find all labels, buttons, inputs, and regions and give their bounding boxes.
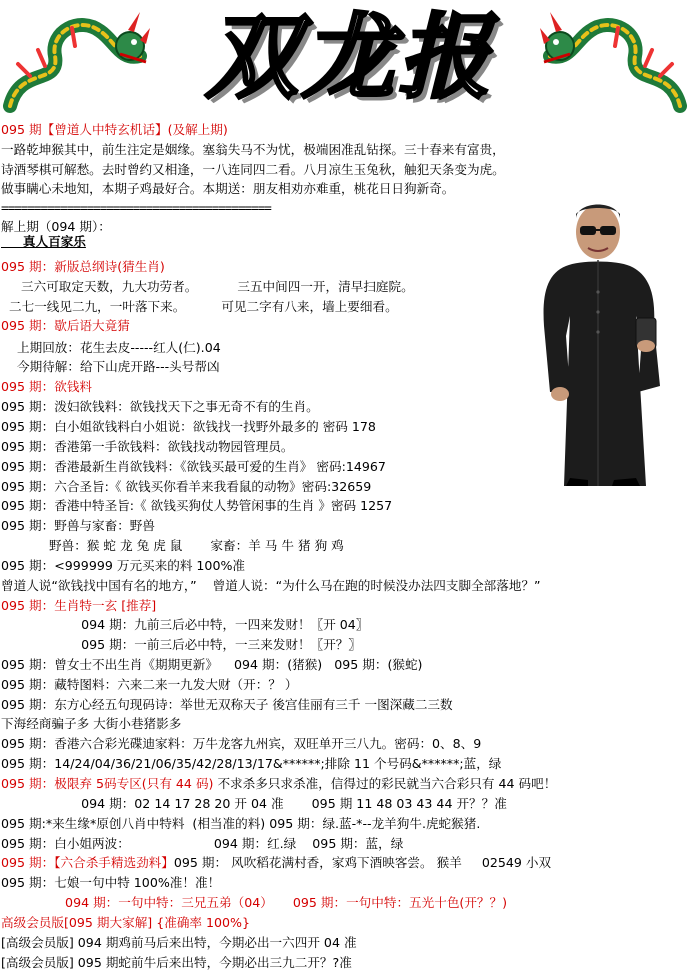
text-line: 094 期：02 14 17 28 20 开 04 准 095 期 11 48 03 43 44 开？？准: [1, 796, 507, 811]
text-line: 一路乾坤猴其中，前生注定是姻缘。塞翁失马不为忧，极端困准乱钻探。三十春来有富贵，: [1, 142, 505, 157]
text-line: 095 期：白小姐欲钱料白小姐说：欲钱找一找野外最多的 密码 178: [1, 419, 376, 434]
text-line: 095 期：藏特图料：六来二来一九发大财（开：？ ）: [1, 677, 298, 692]
text-line: 095 期：泼妇欲钱料：欲钱找天下之事无奇不有的生肖。: [1, 399, 319, 414]
text-line: 二七一线见二九，一叶落下来。 可见二字有八来，墙上要细看。: [1, 299, 398, 314]
text-line: 094 期：九前三后必中特，一四来发财！〖开 04〗: [1, 617, 369, 632]
text-line: 095 期：香港六合彩光碟迪家料：万牛龙客九州宾，双旺单开三八九。密码：0、8、9: [1, 736, 482, 751]
text-line: 095 期：新版总纲诗(猜生肖): [1, 259, 165, 274]
text-line: 真人百家乐: [1, 234, 86, 249]
text-line: [高级会员版] 094 期鸡前马后来出特，今期必出一六四开 04 准: [1, 935, 357, 950]
text-line: 095 期【曾道人中特玄机话】(及解上期): [1, 122, 228, 137]
text-line: 095 期:*来生缘*原创八肖中特料 (相当准的料) 095 期：绿.蓝-*--龙羊狗牛.虎蛇猴猪.: [1, 816, 481, 831]
text-line: 095 期：【六合杀手精选劲料】095 期： 风吹稻花满村香，家鸡下酒映客尝。 猴羊 02549 小双: [1, 855, 552, 870]
text-line: 095 期：野兽与家畜：野兽: [1, 518, 155, 533]
text-line: 095 期：14/24/04/36/21/06/35/42/28/13/17&******;排除 11 个号码&******;蓝，绿: [1, 756, 502, 771]
text-line: 095 期：六合圣旨:《 欲钱买你看羊来我看鼠的动物》密码:32659: [1, 479, 372, 494]
text-line: 095 期：香港中特圣旨:《 欲钱买狗仗人势管闲事的生肖 》密码 1257: [1, 498, 393, 513]
dragon-right-icon: [540, 6, 690, 118]
text-line: =========================================: [1, 200, 271, 215]
text-line: [高级会员版] 095 期蛇前牛后来出特，今期必出三九二开？?准: [1, 955, 352, 970]
text-line: 095 期：香港第一手欲钱料：欲钱找动物园管理员。: [1, 439, 294, 454]
dragon-left-icon: [0, 6, 150, 118]
text-line: 095 期：欲钱料: [1, 379, 93, 394]
man-portrait-image: [536, 196, 686, 488]
text-line: 三六可取定天数，九大功劳者。 三五中间四一开，清早扫庭院。: [1, 279, 414, 294]
text-line: 做事瞒心未地知，本期子鸡最好合。本期送：朋友相劝亦难重，桃花日日狗新奇。: [1, 181, 455, 196]
masthead: [0, 0, 690, 122]
text-line: 094 期：一句中特：三兄五弟（04） 095 期：一句中特：五光十色(开？？): [1, 895, 508, 910]
text-line: 诗酒琴棋可解愁。去时曾约又相逢，一八连同四二看。八月凉生玉兔秋，触犯天条变为虎。: [1, 162, 505, 177]
text-line: 下海经商骗子多 大街小巷猪影多: [1, 716, 182, 731]
text-line: 095 期：一前三后必中特，一三来发财！〖开？〗: [1, 637, 361, 652]
text-line: 095 期：东方心经五句现码诗：举世无双称天子 後宫佳丽有三千 一图深藏二三数: [1, 697, 453, 712]
text-line: 095 期：曾女士不出生肖《期期更新》 094 期：(猪猴) 095 期：(猴蛇): [1, 657, 423, 672]
text-line: 095 期：歇后语大竟猜: [1, 318, 130, 333]
text-line: 095 期：香港最新生肖欲钱料：《欲钱买最可爱的生肖》 密码:14967: [1, 459, 386, 474]
masthead-title: 双龙报: [205, 3, 494, 111]
text-line: 095 期：极限弃 5码专区(只有 44 码) 不求杀多只求杀准，信得过的彩民就当六合彩只有 44 码吧！: [1, 776, 557, 791]
text-line: 095 期：生肖特一玄 [推荐]: [1, 598, 157, 613]
text-line: 095 期：<999999 万元买来的料 100%准: [1, 558, 246, 573]
text-line: 曾道人说“欲钱找中国有名的地方，” 曾道人说：“为什么马在跑的时候没办法四支脚全部落地？”: [1, 578, 541, 593]
text-line: 今期待解：给下山虎开路---头号帮凶: [1, 359, 220, 374]
text-line: 095 期：白小姐两波： 094 期：红.绿 095 期：蓝，绿: [1, 836, 404, 851]
text-line: 解上期（094 期）：: [1, 219, 111, 234]
text-line: 上期回放：花生去皮-----红人(仁).04: [1, 340, 221, 355]
text-line: 095 期：七娘一句中特 100%准！准！: [1, 875, 221, 890]
text-line: 野兽：猴 蛇 龙 兔 虎 鼠 家畜：羊 马 牛 猪 狗 鸡: [1, 538, 344, 553]
text-line: 高级会员版[095 期大家解] {准确率 100%}: [1, 915, 251, 930]
